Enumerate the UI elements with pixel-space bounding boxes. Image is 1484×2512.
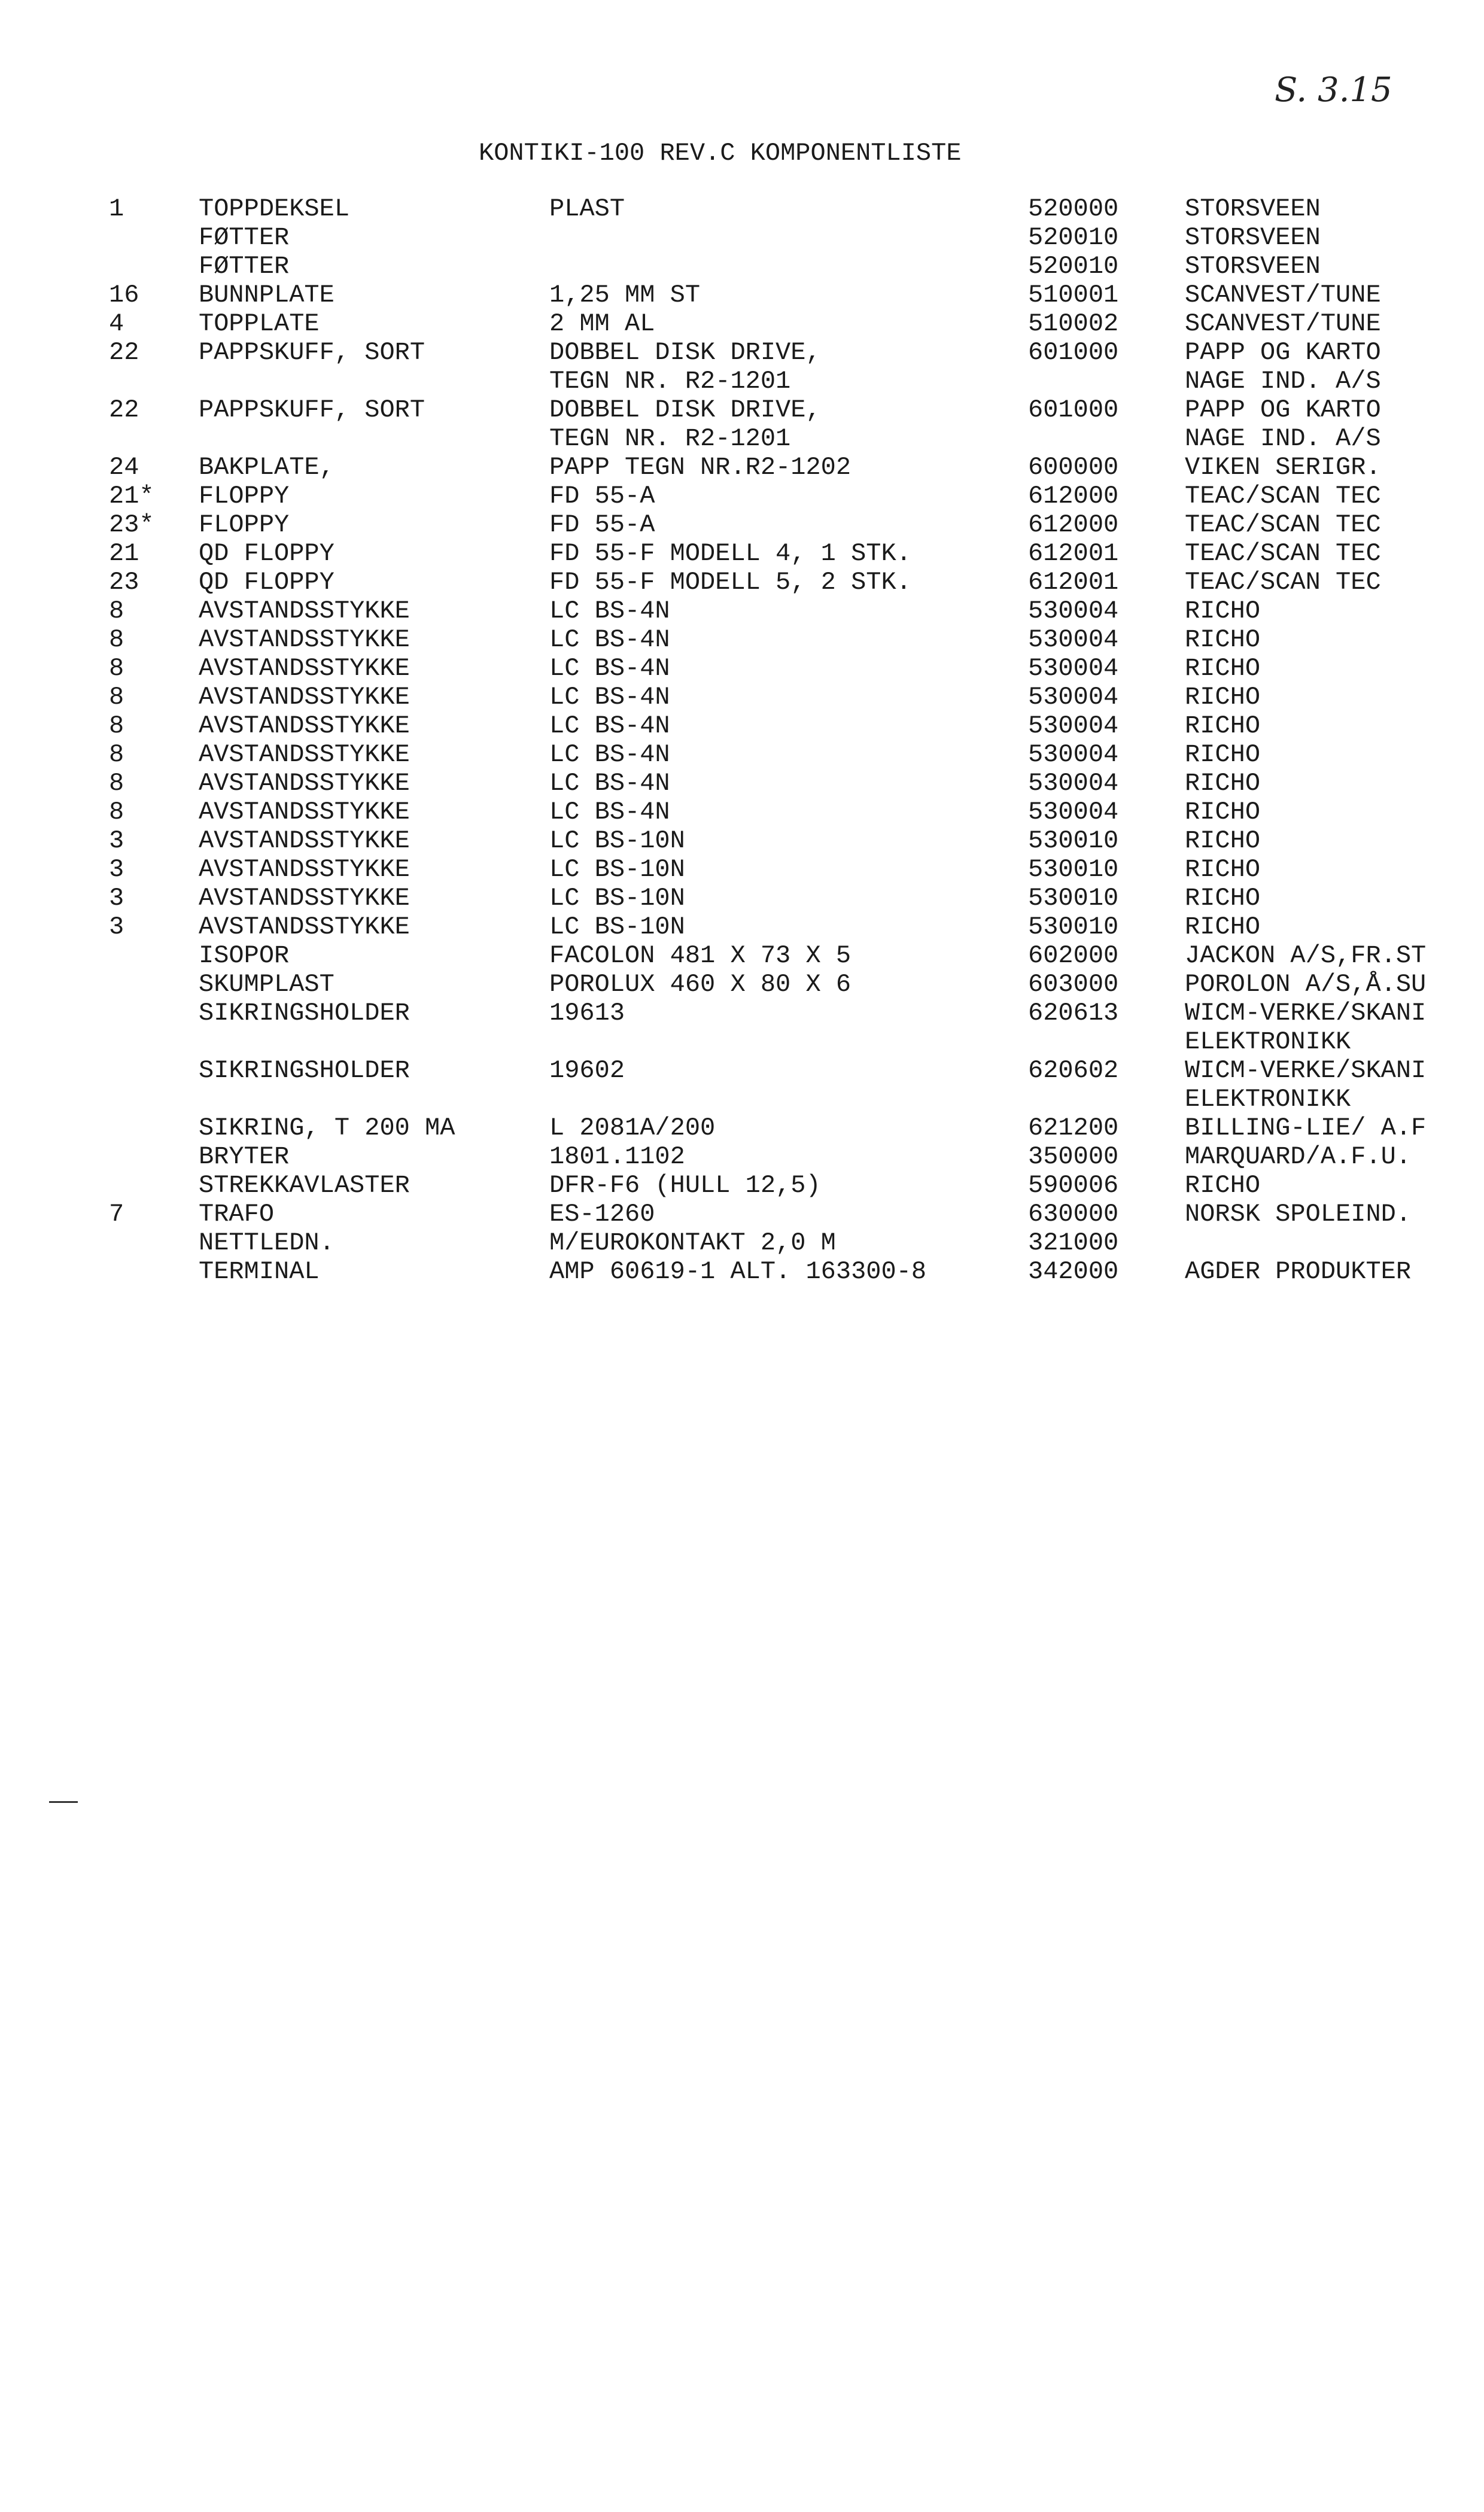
part-name-cell: FØTTER [199, 223, 290, 252]
part-code-cell: 530004 [1028, 711, 1119, 740]
spec-cell: LC BS-4N [549, 740, 670, 769]
table-row [0, 913, 1484, 941]
supplier-cell-continued: ELEKTRONIKK [1185, 1027, 1351, 1056]
part-code-cell: 350000 [1028, 1142, 1119, 1171]
supplier-cell-continued: ELEKTRONIKK [1185, 1085, 1351, 1114]
quantity-cell: 4 [109, 309, 124, 338]
part-name-cell: STREKKAVLASTER [199, 1171, 410, 1200]
part-code-cell: 603000 [1028, 970, 1119, 999]
table-row [0, 1200, 1484, 1228]
supplier-cell: STORSVEEN [1185, 252, 1321, 281]
supplier-cell: RICHO [1185, 769, 1261, 798]
page-number: S. 3.15 [1275, 71, 1392, 110]
spec-cell: DFR-F6 (HULL 12,5) [549, 1171, 821, 1200]
supplier-cell: WICM-VERKE/SKANI [1185, 999, 1427, 1027]
supplier-cell: WICM-VERKE/SKANI [1185, 1056, 1427, 1085]
spec-cell: 2 MM AL [549, 309, 655, 338]
component-list [0, 194, 1484, 1286]
spec-cell: FD 55-F MODELL 4, 1 STK. [549, 539, 911, 568]
supplier-cell: AGDER PRODUKTER [1185, 1257, 1412, 1286]
spec-cell-continued: TEGN NR. R2-1201 [549, 424, 791, 453]
part-name-cell: AVSTANDSSTYKKE [199, 769, 410, 798]
quantity-cell: 8 [109, 740, 124, 769]
table-row [0, 855, 1484, 884]
part-code-cell: 612001 [1028, 568, 1119, 597]
supplier-cell-continued: NAGE IND. A/S [1185, 424, 1381, 453]
quantity-cell: 3 [109, 913, 124, 941]
table-row [0, 941, 1484, 970]
part-code-cell: 530010 [1028, 884, 1119, 913]
spec-cell: LC BS-10N [549, 884, 685, 913]
quantity-cell: 8 [109, 625, 124, 654]
supplier-cell: RICHO [1185, 798, 1261, 826]
table-row [0, 1114, 1484, 1142]
table-row [0, 740, 1484, 769]
part-code-cell: 321000 [1028, 1228, 1119, 1257]
spec-cell: 1801.1102 [549, 1142, 685, 1171]
supplier-cell: TEAC/SCAN TEC [1185, 568, 1381, 597]
quantity-cell: 23 [109, 568, 139, 597]
part-name-cell: AVSTANDSSTYKKE [199, 654, 410, 683]
part-code-cell: 620602 [1028, 1056, 1119, 1085]
spec-cell: LC BS-4N [549, 711, 670, 740]
part-name-cell: AVSTANDSSTYKKE [199, 597, 410, 625]
part-name-cell: AVSTANDSSTYKKE [199, 711, 410, 740]
part-code-cell: 590006 [1028, 1171, 1119, 1200]
part-code-cell: 342000 [1028, 1257, 1119, 1286]
supplier-cell: TEAC/SCAN TEC [1185, 510, 1381, 539]
table-row [0, 482, 1484, 510]
quantity-cell: 21* [109, 482, 154, 510]
part-code-cell: 612001 [1028, 539, 1119, 568]
supplier-cell: TEAC/SCAN TEC [1185, 482, 1381, 510]
supplier-cell: BILLING-LIE/ A.F [1185, 1114, 1427, 1142]
quantity-cell: 16 [109, 281, 139, 309]
quantity-cell: 24 [109, 453, 139, 482]
supplier-cell: VIKEN SERIGR. [1185, 453, 1381, 482]
quantity-cell: 3 [109, 884, 124, 913]
part-name-cell: AVSTANDSSTYKKE [199, 884, 410, 913]
part-name-cell: AVSTANDSSTYKKE [199, 798, 410, 826]
part-name-cell: BUNNPLATE [199, 281, 334, 309]
part-code-cell: 530004 [1028, 740, 1119, 769]
spec-cell: LC BS-4N [549, 654, 670, 683]
quantity-cell: 8 [109, 798, 124, 826]
part-name-cell: FØTTER [199, 252, 290, 281]
supplier-cell: RICHO [1185, 711, 1261, 740]
table-row [0, 625, 1484, 654]
spec-cell: AMP 60619-1 ALT. 163300-8 [549, 1257, 927, 1286]
table-row [0, 884, 1484, 913]
part-name-cell: AVSTANDSSTYKKE [199, 826, 410, 855]
spec-cell: FD 55-A [549, 510, 655, 539]
supplier-cell-continued: NAGE IND. A/S [1185, 367, 1381, 396]
spec-cell: FD 55-A [549, 482, 655, 510]
supplier-cell: TEAC/SCAN TEC [1185, 539, 1381, 568]
part-name-cell: NETTLEDN. [199, 1228, 334, 1257]
quantity-cell: 7 [109, 1200, 124, 1228]
table-row [0, 194, 1484, 223]
quantity-cell: 21 [109, 539, 139, 568]
part-name-cell: AVSTANDSSTYKKE [199, 625, 410, 654]
spec-cell: 1,25 MM ST [549, 281, 701, 309]
part-code-cell: 530004 [1028, 597, 1119, 625]
supplier-cell: PAPP OG KARTO [1185, 338, 1381, 367]
part-name-cell: QD FLOPPY [199, 539, 334, 568]
spec-cell: DOBBEL DISK DRIVE, [549, 396, 821, 424]
supplier-cell: RICHO [1185, 740, 1261, 769]
table-row [0, 970, 1484, 999]
quantity-cell: 8 [109, 683, 124, 711]
table-row [0, 568, 1484, 597]
part-code-cell: 602000 [1028, 941, 1119, 970]
spec-cell: POROLUX 460 X 80 X 6 [549, 970, 852, 999]
spec-cell: FD 55-F MODELL 5, 2 STK. [549, 568, 911, 597]
part-code-cell: 621200 [1028, 1114, 1119, 1142]
part-name-cell: FLOPPY [199, 482, 290, 510]
table-row [0, 338, 1484, 396]
supplier-cell: RICHO [1185, 654, 1261, 683]
supplier-cell: SCANVEST/TUNE [1185, 309, 1381, 338]
spec-cell: LC BS-4N [549, 769, 670, 798]
part-name-cell: FLOPPY [199, 510, 290, 539]
quantity-cell: 8 [109, 654, 124, 683]
quantity-cell: 8 [109, 769, 124, 798]
spec-cell: LC BS-4N [549, 597, 670, 625]
table-row [0, 826, 1484, 855]
spec-cell: 19613 [549, 999, 625, 1027]
part-code-cell: 530010 [1028, 826, 1119, 855]
supplier-cell: RICHO [1185, 683, 1261, 711]
spec-cell: FACOLON 481 X 73 X 5 [549, 941, 852, 970]
quantity-cell: 22 [109, 396, 139, 424]
supplier-cell: MARQUARD/A.F.U. [1185, 1142, 1412, 1171]
part-code-cell: 530004 [1028, 769, 1119, 798]
table-row [0, 223, 1484, 252]
table-row [0, 683, 1484, 711]
part-name-cell: AVSTANDSSTYKKE [199, 855, 410, 884]
part-code-cell: 612000 [1028, 482, 1119, 510]
part-name-cell: AVSTANDSSTYKKE [199, 913, 410, 941]
table-row [0, 309, 1484, 338]
supplier-cell: JACKON A/S,FR.ST [1185, 941, 1427, 970]
part-code-cell: 601000 [1028, 396, 1119, 424]
quantity-cell: 22 [109, 338, 139, 367]
part-name-cell: BRYTER [199, 1142, 290, 1171]
table-row [0, 1257, 1484, 1286]
part-name-cell: QD FLOPPY [199, 568, 334, 597]
table-row [0, 1228, 1484, 1257]
table-row [0, 1056, 1484, 1114]
supplier-cell: NORSK SPOLEIND. [1185, 1200, 1412, 1228]
supplier-cell: POROLON A/S,Å.SU [1185, 970, 1427, 999]
part-name-cell: BAKPLATE, [199, 453, 334, 482]
table-row [0, 798, 1484, 826]
part-name-cell: PAPPSKUFF, SORT [199, 338, 425, 367]
quantity-cell: 8 [109, 711, 124, 740]
part-code-cell: 530010 [1028, 855, 1119, 884]
part-name-cell: AVSTANDSSTYKKE [199, 740, 410, 769]
spec-cell: PLAST [549, 194, 625, 223]
quantity-cell: 3 [109, 826, 124, 855]
part-name-cell: TRAFO [199, 1200, 275, 1228]
part-name-cell: AVSTANDSSTYKKE [199, 683, 410, 711]
table-row [0, 999, 1484, 1056]
spec-cell: DOBBEL DISK DRIVE, [549, 338, 821, 367]
spec-cell: LC BS-10N [549, 826, 685, 855]
quantity-cell: 23* [109, 510, 154, 539]
supplier-cell: RICHO [1185, 884, 1261, 913]
part-code-cell: 630000 [1028, 1200, 1119, 1228]
page-title: KONTIKI-100 REV.C KOMPONENTLISTE [479, 139, 962, 168]
quantity-cell: 8 [109, 597, 124, 625]
table-row [0, 597, 1484, 625]
margin-mark [49, 1801, 78, 1803]
part-code-cell: 510001 [1028, 281, 1119, 309]
spec-cell-continued: TEGN NR. R2-1201 [549, 367, 791, 396]
part-code-cell: 510002 [1028, 309, 1119, 338]
part-name-cell: TERMINAL [199, 1257, 320, 1286]
table-row [0, 654, 1484, 683]
spec-cell: ES-1260 [549, 1200, 655, 1228]
part-code-cell: 600000 [1028, 453, 1119, 482]
spec-cell: LC BS-4N [549, 625, 670, 654]
part-code-cell: 530004 [1028, 798, 1119, 826]
quantity-cell: 1 [109, 194, 124, 223]
part-name-cell: SIKRINGSHOLDER [199, 999, 410, 1027]
spec-cell: LC BS-10N [549, 913, 685, 941]
part-name-cell: TOPPLATE [199, 309, 320, 338]
part-name-cell: SIKRING, T 200 MA [199, 1114, 455, 1142]
part-code-cell: 520010 [1028, 252, 1119, 281]
quantity-cell: 3 [109, 855, 124, 884]
part-code-cell: 530010 [1028, 913, 1119, 941]
spec-cell: 19602 [549, 1056, 625, 1085]
part-name-cell: PAPPSKUFF, SORT [199, 396, 425, 424]
table-row [0, 281, 1484, 309]
part-name-cell: SIKRINGSHOLDER [199, 1056, 410, 1085]
table-row [0, 510, 1484, 539]
table-row [0, 252, 1484, 281]
part-name-cell: SKUMPLAST [199, 970, 334, 999]
supplier-cell: RICHO [1185, 597, 1261, 625]
supplier-cell: RICHO [1185, 913, 1261, 941]
part-name-cell: TOPPDEKSEL [199, 194, 350, 223]
spec-cell: L 2081A/200 [549, 1114, 716, 1142]
supplier-cell: STORSVEEN [1185, 223, 1321, 252]
part-name-cell: ISOPOR [199, 941, 290, 970]
table-row [0, 769, 1484, 798]
part-code-cell: 520000 [1028, 194, 1119, 223]
part-code-cell: 530004 [1028, 654, 1119, 683]
table-row [0, 1142, 1484, 1171]
supplier-cell: RICHO [1185, 1171, 1261, 1200]
part-code-cell: 530004 [1028, 625, 1119, 654]
table-row [0, 396, 1484, 453]
table-row [0, 453, 1484, 482]
spec-cell: LC BS-10N [549, 855, 685, 884]
part-code-cell: 520010 [1028, 223, 1119, 252]
spec-cell: LC BS-4N [549, 798, 670, 826]
spec-cell: M/EUROKONTAKT 2,0 M [549, 1228, 836, 1257]
supplier-cell: RICHO [1185, 855, 1261, 884]
table-row [0, 539, 1484, 568]
part-code-cell: 601000 [1028, 338, 1119, 367]
table-row [0, 711, 1484, 740]
table-row [0, 1171, 1484, 1200]
part-code-cell: 620613 [1028, 999, 1119, 1027]
supplier-cell: SCANVEST/TUNE [1185, 281, 1381, 309]
supplier-cell: STORSVEEN [1185, 194, 1321, 223]
part-code-cell: 530004 [1028, 683, 1119, 711]
supplier-cell: PAPP OG KARTO [1185, 396, 1381, 424]
supplier-cell: RICHO [1185, 625, 1261, 654]
spec-cell: PAPP TEGN NR.R2-1202 [549, 453, 852, 482]
supplier-cell: RICHO [1185, 826, 1261, 855]
spec-cell: LC BS-4N [549, 683, 670, 711]
part-code-cell: 612000 [1028, 510, 1119, 539]
